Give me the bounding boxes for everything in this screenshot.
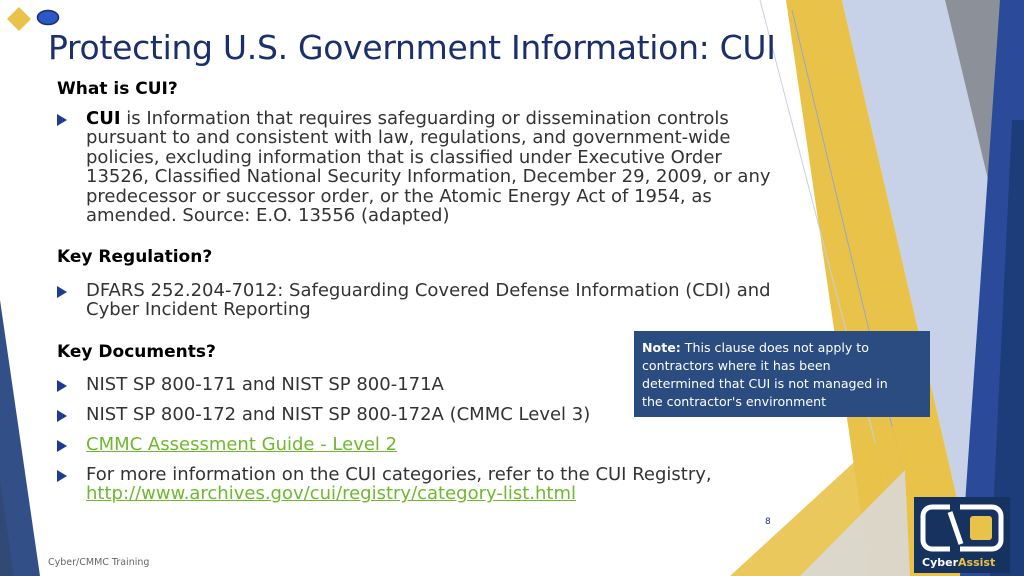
registry-sentence: For more information on the CUI categories, refer to the CUI Registry,	[86, 464, 712, 485]
regulation-bullet	[57, 281, 771, 320]
cui-definition-text	[86, 109, 771, 225]
bullet-arrow-icon	[57, 440, 67, 452]
ellipse-icon	[36, 9, 60, 26]
bullet-arrow-icon	[57, 470, 67, 482]
bullet-arrow-icon	[57, 380, 67, 392]
regulation-line-2: Cyber Incident Reporting	[86, 299, 311, 321]
diamond-icon	[6, 6, 32, 32]
note-box	[634, 331, 930, 417]
cui-definition-bullet	[57, 109, 771, 225]
note-line-2: contractors where it has been	[642, 358, 831, 373]
cui-term: CUI	[86, 108, 121, 129]
cyberassist-logo-icon	[920, 504, 1004, 552]
cui-line-5: predecessor or successor order, or the Atomic Energy Act of 1954, as	[86, 185, 712, 207]
what-is-cui-heading: What is CUI?	[57, 79, 178, 99]
bullet-arrow-icon	[57, 114, 67, 126]
bullet-arrow-icon	[57, 286, 67, 298]
cyberassist-logo	[914, 497, 1010, 573]
page-number: 8	[765, 517, 771, 527]
note-line-4: the contractor's environment	[642, 394, 827, 409]
cui-line-2: pursuant to and consistent with law, regulations, and government-wide	[86, 127, 731, 149]
assessment-guide-link[interactable]: CMMC Assessment Guide - Level 2	[86, 434, 398, 455]
left-corner-navy	[0, 300, 40, 576]
cui-line-6: amended. Source: E.O. 13556 (adapted)	[86, 205, 450, 227]
logo-wordmark-assist: Assist	[958, 556, 996, 569]
registry-bullet	[57, 465, 712, 504]
document-text-2: NIST SP 800-172 and NIST SP 800-172A (CMMC Level 3)	[86, 404, 591, 425]
logo-wordmark	[922, 556, 995, 569]
document-text-1: NIST SP 800-171 and NIST SP 800-171A	[86, 374, 444, 395]
footer-text: Cyber/CMMC Training	[48, 557, 150, 568]
assessment-guide-bullet	[57, 435, 397, 454]
key-documents-heading: Key Documents?	[57, 342, 216, 362]
registry-link[interactable]: http://www.archives.gov/cui/registry/category-list.html	[86, 483, 577, 505]
cui-line-4: 13526, Classified National Security Information, December 29, 2009, or any	[86, 166, 771, 188]
note-line-3: determined that CUI is not managed in	[642, 376, 888, 391]
logo-wordmark-cyber: Cyber	[922, 556, 959, 569]
key-regulation-heading: Key Regulation?	[57, 247, 213, 267]
bullet-arrow-icon	[57, 410, 67, 422]
document-bullet-1	[57, 375, 444, 394]
regulation-text	[86, 281, 771, 320]
document-bullet-2	[57, 405, 590, 424]
cui-line-3: policies, excluding information that is classified under Executive Order	[86, 146, 722, 168]
page-title: Protecting U.S. Government Information: CUI	[48, 28, 776, 67]
note-label: Note:	[642, 340, 681, 355]
regulation-line-1: DFARS 252.204-7012: Safeguarding Covered Defense Information (CDI) and	[86, 280, 771, 301]
registry-text	[86, 465, 712, 504]
note-line-1: This clause does not apply to	[680, 340, 869, 355]
cui-line-1: is Information that requires safeguarding or dissemination controls	[120, 108, 729, 129]
